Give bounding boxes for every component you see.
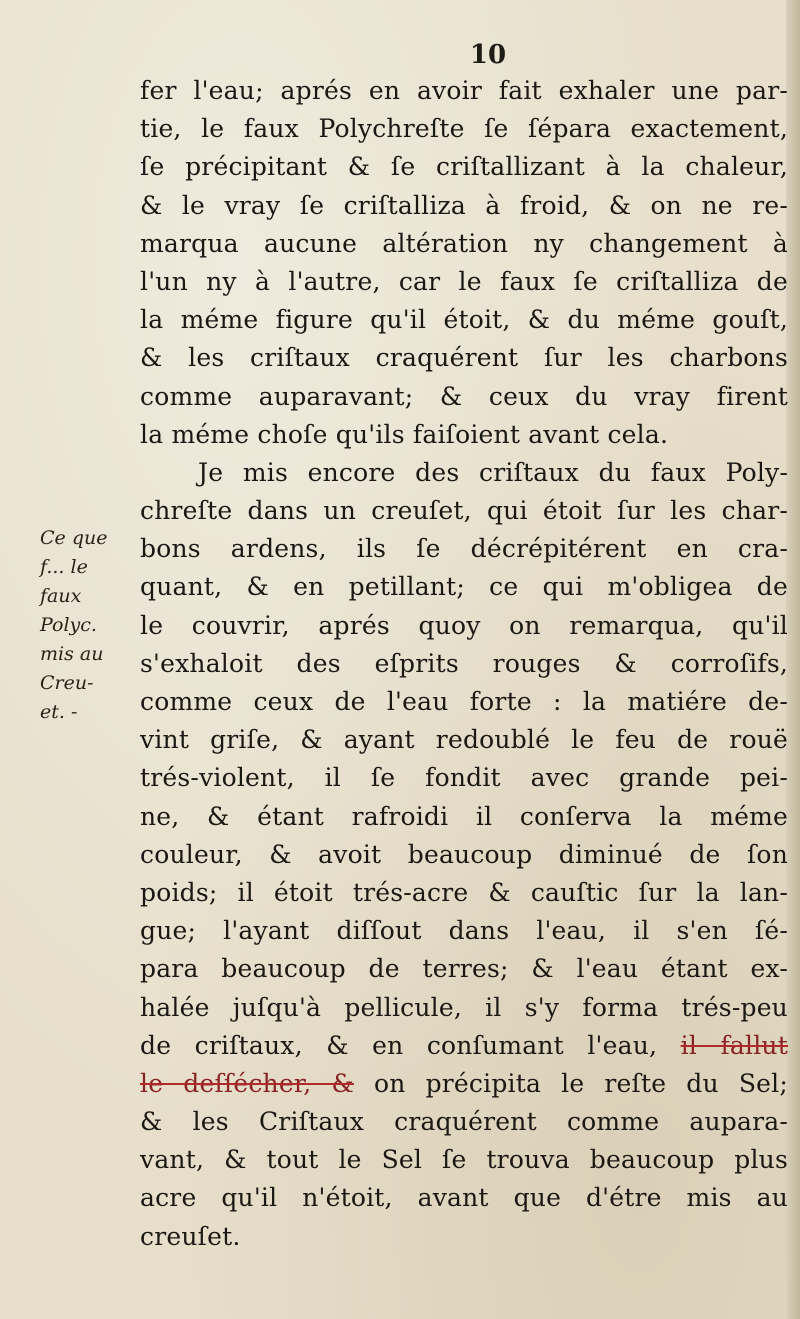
text-line: & le vray ſe criſtalliza à froid, & on ne re- [140,190,788,220]
text-line: trés-violent, il ſe fondit avec grande pei- [140,763,788,793]
text-line: l'un ny à l'autre, car le faux ſe criſtalliza de [140,266,788,296]
text-line: marqua aucune altération ny changement à [140,228,788,258]
text-line: chreſte dans un creuſet, qui étoit ſur les char- [140,496,788,526]
text-line: para beaucoup de terres; & l'eau étant ex- [140,954,788,984]
text-line: quant, & en petillant; ce qui m'obligea de [140,572,788,602]
page-number: 10 [469,40,507,70]
margin-note [40,524,138,727]
margin-note-line: faux [40,585,82,607]
margin-note-line: f... le [40,556,88,578]
text-line: bons ardens, ils ſe décrépitérent en cra- [140,534,788,564]
text-line: poids; il étoit trés-acre & cauſtic ſur la lan- [140,877,788,907]
margin-note-line: Polyc. [40,614,97,636]
margin-note-line: mis au [40,643,104,665]
body-text [140,72,788,1256]
text-line [140,1027,788,1065]
text-line: la méme choſe qu'ils faiſoient avant cela. [140,419,669,449]
text-line: s'exhaloit des eſprits rouges & corroſifs, [140,648,788,678]
margin-note-line: et. - [40,701,78,723]
text-line [140,1065,788,1103]
text-line: & les Criſtaux craquérent comme aupara- [140,1107,788,1137]
text-line: creuſet. [140,1221,241,1251]
text-line: acre qu'il n'étoit, avant que d'étre mis au [140,1183,788,1213]
text-line: vint griſe, & ayant redoublé le feu de rouë [140,725,788,755]
text-line: comme auparavant; & ceux du vray firent [140,381,788,411]
text-line: la méme figure qu'il étoit, & du méme gouſt, [140,305,788,335]
text-line: ne, & étant rafroidi il conſerva la méme [140,801,788,831]
text-line: halée juſqu'à pellicule, il s'y forma trés-peu [140,992,788,1022]
text-line: Je mis encore des criſtaux du faux Poly- [198,457,788,487]
text-line: le couvrir, aprés quoy on remarqua, qu'il [140,610,788,640]
text-line: couleur, & avoit beaucoup diminué de ſon [140,839,788,869]
text-line: fer l'eau; aprés en avoir fait exhaler une par- [140,76,788,105]
struck-through-text: le deſſécher, & [140,1068,354,1098]
text-line: & les criſtaux craquérent ſur les charbons [140,343,788,373]
struck-through-text: il fallut [680,1030,788,1060]
text-line: comme ceux de l'eau forte : la matiére de- [140,687,788,716]
page-edge [786,0,800,1319]
margin-note-line: Creu- [40,672,94,694]
text-line: tie, le faux Polychreſte ſe ſépara exactement, [140,114,788,144]
text-line: vant, & tout le Sel ſe trouva beaucoup plus [140,1145,788,1175]
line-text: on précipita le reſte du Sel; [373,1068,788,1098]
line-text: de criſtaux, & en conſumant l'eau, [140,1030,658,1060]
text-line: gue; l'ayant diſſout dans l'eau, il s'en ſé- [140,916,788,946]
text-line: ſe précipitant & ſe criſtallizant à la chaleur, [140,152,788,182]
margin-note-line: Ce que [40,527,108,549]
